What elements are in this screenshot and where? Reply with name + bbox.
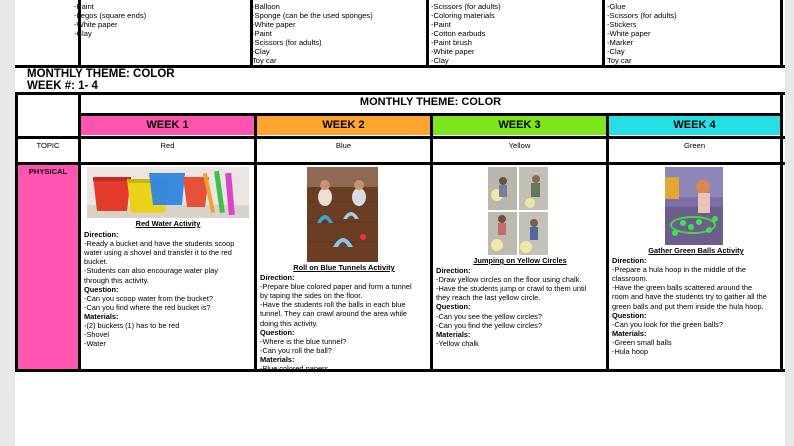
top-table-right-border (780, 0, 783, 67)
material-item: Toy car (607, 56, 632, 65)
week-header-3: WEEK 3 (433, 116, 606, 135)
activity-week-1 (84, 219, 252, 348)
material-item: -Paint brush (431, 38, 472, 47)
direction-line: -Have the students roll the balls in each blue (260, 300, 406, 310)
material-item: -White paper (74, 20, 118, 29)
monthly-theme-heading: MONTHLY THEME: COLOR (27, 68, 175, 80)
question-line: -Where is the blue tunnel? (260, 336, 347, 346)
direction-label: Direction: (436, 266, 471, 276)
materials-label: Materials: (612, 328, 647, 338)
column-divider (430, 113, 433, 372)
direction-line: tunnel. They can crawl around the area while (260, 309, 407, 319)
activity-title: Roll on Blue Tunnels Activity (293, 263, 395, 272)
activity-title: Red Water Activity (135, 219, 201, 228)
material-item: -Paint (252, 29, 272, 38)
material-item: -Scissors (for adults) (252, 38, 322, 47)
theme-title-cell: MONTHLY THEME: COLOR (359, 96, 502, 108)
material-item: Toy car (252, 56, 277, 65)
direction-label: Direction: (612, 256, 647, 266)
week-range-heading: WEEK #: 1- 4 (27, 80, 98, 92)
topic-week-4: Green (683, 141, 706, 150)
direction-line: by taping the sides on the floor. (260, 291, 363, 301)
material-item: -Balloon (252, 2, 280, 11)
materials-cell-week-2 (252, 2, 424, 65)
question-line: -Can you scoop water from the bucket? (84, 293, 213, 303)
question-line: -Can you look for the green balls? (612, 319, 723, 329)
question-label: Question: (260, 327, 295, 337)
column-divider (606, 113, 609, 372)
direction-line: doing this activity. (260, 318, 318, 328)
direction-line: classroom. (612, 274, 648, 284)
table-border (780, 92, 783, 372)
green-balls-photo (665, 167, 723, 245)
activity-week-2 (260, 263, 428, 373)
topic-label: TOPIC (36, 141, 60, 150)
top-table-divider (426, 0, 429, 67)
week-header-2: WEEK 2 (257, 116, 430, 135)
topic-week-2: Blue (335, 141, 352, 150)
material-item: -Sponge (can be the used sponges) (252, 11, 373, 20)
material-item: -Clay (431, 56, 449, 65)
direction-line: green balls and put them inside the hula hoop. (612, 301, 764, 311)
material-item: -Paint (431, 20, 451, 29)
material-item: -Stickers (607, 20, 637, 29)
material-item: -Marker (607, 38, 634, 47)
week-header-4: WEEK 4 (609, 116, 780, 135)
question-line: -Can you roll the ball? (260, 345, 332, 355)
question-line: -Can you see the yellow circles? (436, 311, 542, 321)
activity-title: Gather Green Balls Activity (648, 246, 744, 255)
activity-title: Jumping on Yellow Circles (473, 256, 567, 265)
yellow-circles-photo (488, 167, 548, 255)
column-divider (254, 113, 257, 372)
question-label: Question: (612, 310, 647, 320)
material-item: -Scissors (for adults) (431, 2, 501, 11)
materials-cell-week-4 (607, 2, 779, 65)
direction-line: -Have the students jump or crawl to them until (436, 284, 587, 294)
document-page (15, 0, 785, 446)
table-row-border (15, 136, 785, 139)
material-item: -Clay (252, 47, 270, 56)
material-line: -Shovel (84, 330, 110, 340)
material-line: -Green small balls (612, 337, 672, 347)
materials-label: Materials: (260, 354, 295, 364)
week-header-1: WEEK 1 (81, 116, 254, 135)
direction-line: -Prepare a hula hoop in the middle of the (612, 265, 746, 275)
direction-line: bucket. (84, 257, 108, 267)
material-line: -Water (84, 339, 106, 349)
topic-week-3: Yellow (508, 141, 531, 150)
physical-label: PHYSICAL (28, 167, 68, 176)
direction-line: -Prepare blue colored paper and form a tunnel (260, 282, 412, 292)
question-label: Question: (84, 284, 119, 294)
materials-label: Materials: (84, 311, 119, 321)
material-item: -Cotton earbuds (431, 29, 486, 38)
physical-label-cell (18, 165, 78, 369)
red-water-photo (87, 167, 249, 218)
question-line: -Can you find the yellow circles? (436, 320, 542, 330)
question-line: -Can you find where the red bucket is? (84, 302, 211, 312)
topic-week-1: Red (160, 141, 175, 150)
material-line: -Blue colored papers (260, 364, 329, 374)
material-item: -Legos (square ends) (74, 11, 147, 20)
direction-label: Direction: (84, 230, 119, 240)
table-border (15, 92, 785, 95)
material-line: -Hula hoop (612, 347, 649, 357)
question-label: Question: (436, 302, 471, 312)
material-line: -Yellow chalk (436, 338, 479, 348)
material-line: -(2) buckets (1) has to be red (84, 321, 180, 331)
direction-line: -Students can also encourage water play (84, 266, 218, 276)
table-row-border (15, 162, 785, 165)
top-table-divider (602, 0, 605, 67)
material-item: -White paper (252, 20, 296, 29)
materials-label: Materials: (436, 329, 471, 339)
direction-line: -Have the green balls scattered around the (612, 283, 753, 293)
material-item: -Clay (74, 29, 92, 38)
materials-cell-week-3 (431, 2, 601, 65)
direction-line: water using a shovel and transfer it to the red (84, 248, 232, 258)
direction-line: through this activity. (84, 275, 149, 285)
blue-tunnels-photo (307, 167, 378, 262)
material-item: -Paint (74, 2, 94, 11)
direction-line: -Ready a bucket and have the students scoop (84, 239, 235, 249)
direction-label: Direction: (260, 273, 295, 283)
materials-cell-week-1 (74, 2, 244, 38)
activity-week-3 (436, 256, 604, 348)
direction-line: -Draw yellow circles on the floor using chalk. (436, 275, 582, 285)
activity-week-4 (612, 246, 780, 356)
material-item: -Coloring materials (431, 11, 495, 20)
material-item: -Scissors (for adults) (607, 11, 677, 20)
material-item: -White paper (431, 47, 475, 56)
material-item: -White paper (607, 29, 651, 38)
material-item: -Clay (607, 47, 625, 56)
direction-line: they reach the last yellow circle. (436, 293, 541, 303)
direction-line: room and have the students try to gather all the (612, 292, 767, 302)
material-item: -Glue (607, 2, 626, 11)
